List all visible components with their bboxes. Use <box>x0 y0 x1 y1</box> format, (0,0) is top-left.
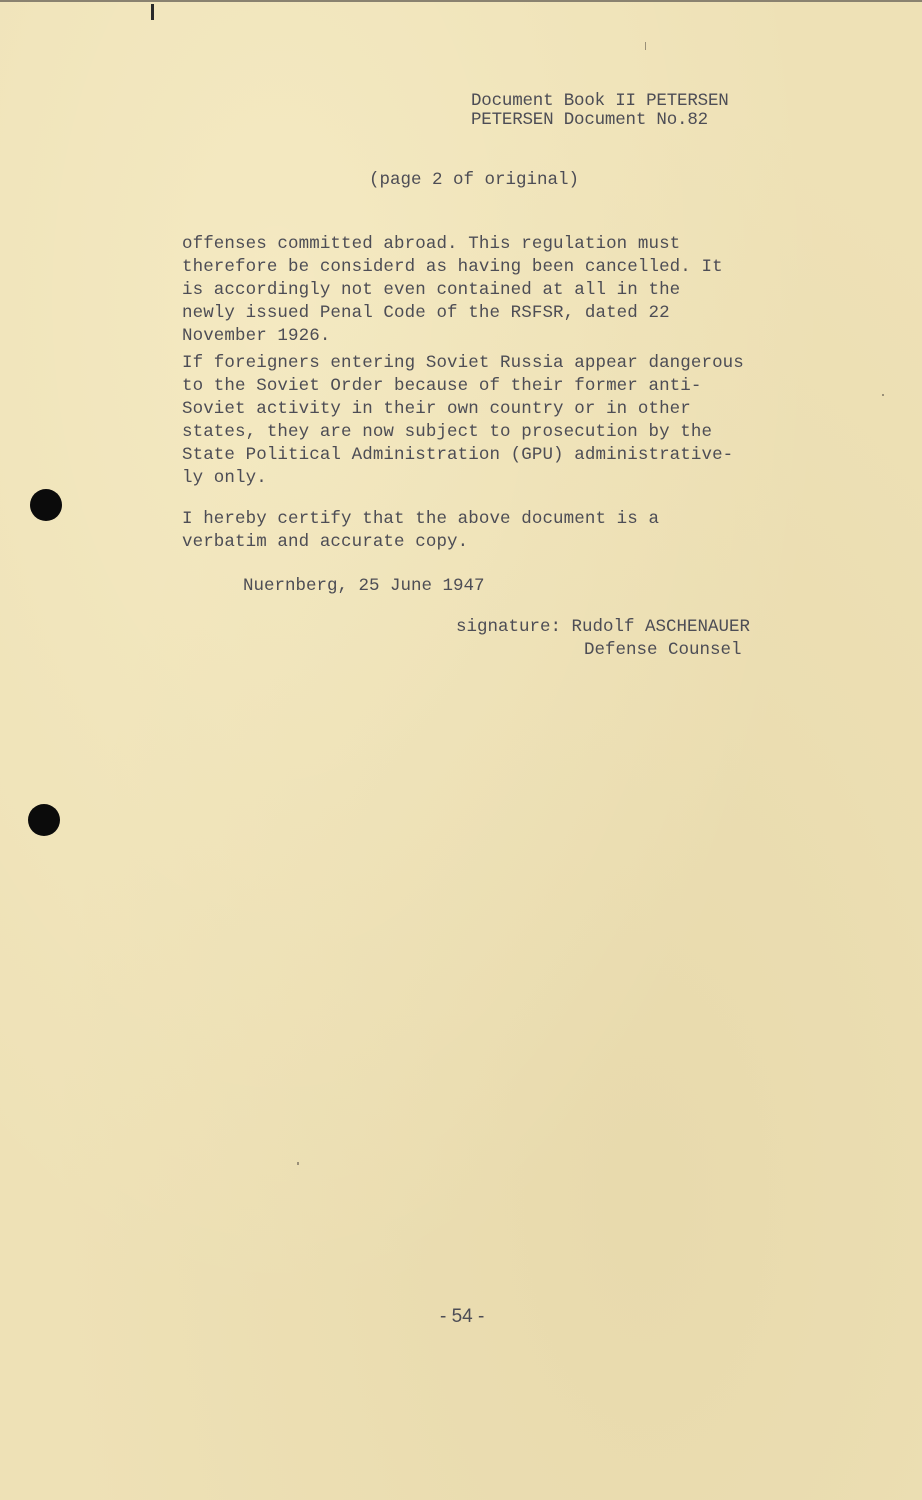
stray-mark <box>297 1162 299 1165</box>
punch-hole <box>30 489 62 521</box>
document-reference <box>471 92 729 130</box>
text-line: newly issued Penal Code of the RSFSR, dated 22 <box>182 303 670 323</box>
signature-line: signature: Rudolf ASCHENAUER <box>456 617 751 637</box>
stray-mark <box>882 394 884 396</box>
text-line: ly only. <box>182 468 267 488</box>
stray-mark <box>645 42 646 50</box>
signature-block <box>456 616 750 662</box>
text-line: Soviet activity in their own country or in other <box>182 399 691 419</box>
certification-paragraph <box>182 508 659 554</box>
page-number: - 54 - <box>440 1306 485 1327</box>
text-line: offenses committed abroad. This regulation must <box>182 234 681 254</box>
text-line: I hereby certify that the above document is a <box>182 509 660 529</box>
text-line: is accordingly not even contained at all in the <box>182 280 681 300</box>
text-line: therefore be considerd as having been cancelled. It <box>182 257 723 277</box>
text-line: states, they are now subject to prosecution by the <box>182 422 713 442</box>
document-book-line: Document Book II PETERSEN <box>471 91 729 111</box>
document-number-line: PETERSEN Document No.82 <box>471 110 708 130</box>
page-top-edge <box>0 0 922 2</box>
text-line: to the Soviet Order because of their former anti- <box>182 376 702 396</box>
text-line: If foreigners entering Soviet Russia appear dangerous <box>182 353 744 373</box>
punch-hole <box>28 804 60 836</box>
text-line: November 1926. <box>182 326 331 346</box>
text-line: verbatim and accurate copy. <box>182 532 469 552</box>
place-and-date: Nuernberg, 25 June 1947 <box>243 576 485 596</box>
staple-mark <box>151 4 154 20</box>
paragraph-2 <box>182 352 744 490</box>
page-of-original: (page 2 of original) <box>369 170 580 190</box>
paragraph-1 <box>182 233 723 348</box>
text-line: State Political Administration (GPU) administrative- <box>182 445 734 465</box>
signatory-title: Defense Counsel <box>584 640 742 660</box>
